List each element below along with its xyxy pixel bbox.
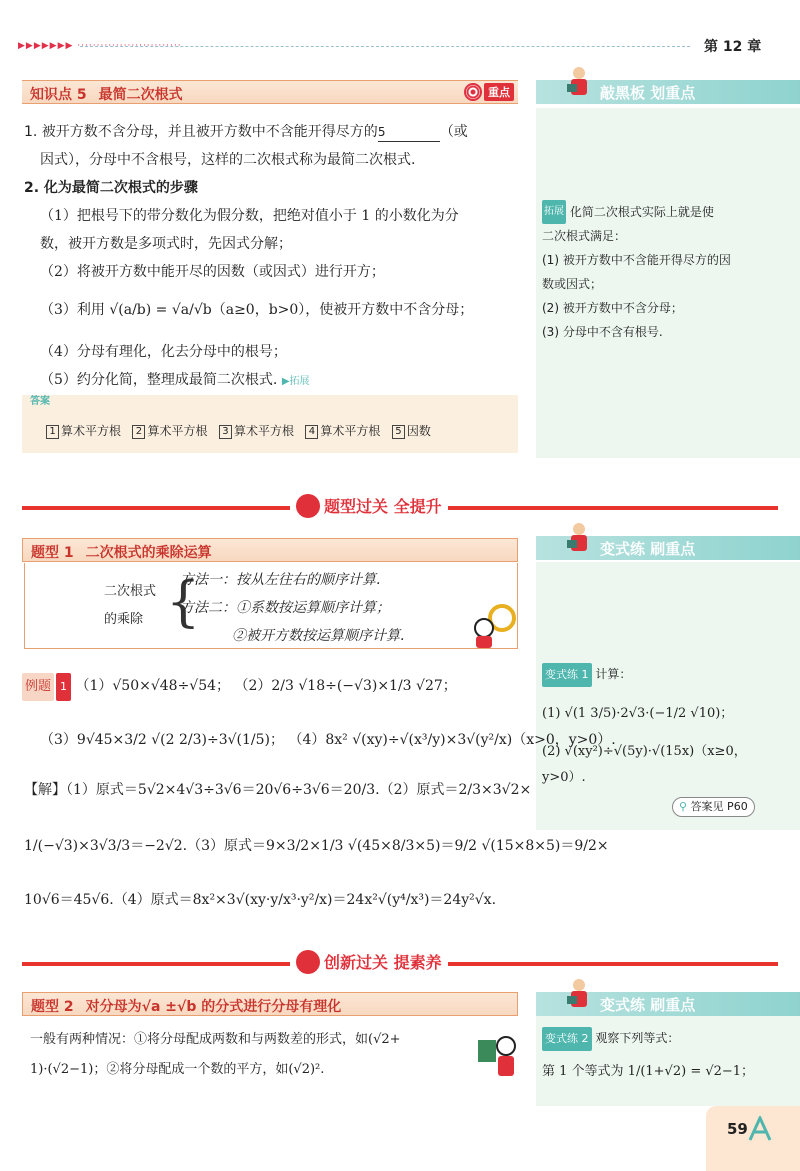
side1-line6: (3) 分母中不含有根号. xyxy=(542,325,663,339)
answer-reference[interactable] xyxy=(672,797,755,817)
kp5-step2: （2）将被开方数中能开尽的因数（或因式）进行开方； xyxy=(40,264,385,280)
key-point-badge: 重点 xyxy=(484,83,514,101)
kp5-line1-text: 1. 被开方数不含分母，并且被开方数中不含能开得尽方的 xyxy=(24,124,378,140)
side3-lead xyxy=(542,1026,679,1051)
key-icon: ⚲ xyxy=(679,800,688,813)
type2-banner xyxy=(22,992,518,1016)
teacher-icon xyxy=(566,978,592,1010)
solution-line3: 10√6＝45√6.（4）原式＝8x²×3√(xy·y/x³·y²/x)＝24x²√(y⁴/x³)＝24y²√x. xyxy=(24,892,497,908)
target-arrow-icon xyxy=(296,494,320,518)
side2-lead xyxy=(542,662,631,687)
answer-num: 2 xyxy=(132,425,145,439)
kp5-step3: （3）利用 √(a/b) = √a/√b（a≥0，b>0），使被开方数中不含分母； xyxy=(40,302,474,318)
side3-lead-text: 观察下列等式： xyxy=(595,1031,680,1045)
magnifier-mascot-icon xyxy=(468,602,520,652)
section-title-1-text: 题型过关 全提升 xyxy=(324,497,442,516)
variant-chip-1: 变式练 1 xyxy=(542,663,592,687)
answer-reference-text: 答案见 P60 xyxy=(690,800,748,813)
answer-text: 因数 xyxy=(406,424,431,438)
answer-text: 算术平方根 xyxy=(147,424,208,438)
target-icon xyxy=(464,83,482,101)
tuozhan-chip: 拓展 xyxy=(542,200,566,224)
chapter-label: 第 12 章 xyxy=(704,36,761,56)
side2-lead-text: 计算： xyxy=(595,667,632,681)
kp5-step1a: （1）把根号下的带分数化为假分数，把绝对值小于 1 的小数化为分 xyxy=(40,208,459,224)
answer-text: 算术平方根 xyxy=(320,424,381,438)
section-title-2-text: 创新过关 提素养 xyxy=(324,953,442,972)
side1-line2: 二次根式满足： xyxy=(542,229,627,243)
teacher-icon xyxy=(566,522,592,554)
answer-label: 答案 xyxy=(30,396,50,407)
example-num: 1 xyxy=(56,673,71,701)
kp5-line2: 因式），分母中不含根号，这样的二次根式称为最简二次根式. xyxy=(40,152,416,168)
method-left-1: 二次根式 xyxy=(104,584,157,599)
method-3: ②被开方数按运算顺序计算. xyxy=(232,628,405,644)
method-1: 方法一：按从左往右的顺序计算. xyxy=(180,572,381,588)
method-left-2: 的乘除 xyxy=(104,612,144,627)
type2-line2: 1)·(√2−1)；②将分母配成一个数的平方，如(√2)². xyxy=(30,1062,325,1077)
side2-q3: y>0）. xyxy=(542,770,586,785)
type1-title: 二次根式的乘除运算 xyxy=(85,545,212,561)
kp5-tag: 知识点 5 xyxy=(30,87,87,103)
tuozhan-link[interactable]: ▶拓展 xyxy=(281,376,310,387)
type2-title: 对分母为√a ±√b 的分式进行分母有理化 xyxy=(85,999,342,1015)
kp5-step5-text: （5）约分化简，整理成最简二次根式. xyxy=(40,372,278,388)
answer-num: 5 xyxy=(392,425,405,439)
method-2: 方法二：①系数按运算顺序计算； xyxy=(180,600,390,616)
chart-rise-icon xyxy=(296,950,320,974)
example1-q2: （3）9√45×3/2 √(2 2/3)÷3√(1/5)； （4）8x² √(xy)÷√(x³/y)×3√(y²/x)（x>0，y>0）. xyxy=(40,732,616,748)
brace: { xyxy=(166,570,201,633)
reading-mascot-icon xyxy=(474,1030,522,1082)
side1-line3: (1) 被开方数中不含能开得尽方的因 xyxy=(542,253,731,267)
section-title-1 xyxy=(290,494,448,518)
side2-q2: (2) √(xy²)÷√(5y)·√(15x)（x≥0， xyxy=(542,744,747,759)
example1-q1-text: （1）√50×√48÷√54； （2）2/3 √18÷(−√3)×1/3 √27； xyxy=(75,678,457,694)
kp5-step-heading: 2. 化为最简二次根式的步骤 xyxy=(24,180,198,196)
answer-blank-5: 5 xyxy=(378,123,440,142)
kp5-step1b: 数，被开方数是多项式时，先因式分解； xyxy=(40,236,292,252)
side2-banner: 变式练 刷重点 xyxy=(536,536,800,560)
page-number: 59 xyxy=(727,1120,748,1138)
type1-tag: 题型 1 xyxy=(31,545,74,561)
solution-line1: 【解】（1）原式＝5√2×4√3÷3√6＝20√6÷3√6＝20/3.（2）原式＝2/3×3√2× xyxy=(24,782,532,798)
kp5-step5 xyxy=(40,366,310,396)
answer-text: 算术平方根 xyxy=(233,424,294,438)
answer-num: 3 xyxy=(219,425,232,439)
answer-list xyxy=(46,420,431,442)
example1-q1 xyxy=(22,672,457,701)
side3-line1: 第 1 个等式为 1/(1+√2) = √2−1； xyxy=(542,1064,755,1079)
answer-num: 1 xyxy=(46,425,59,439)
type1-banner xyxy=(22,538,518,562)
side1-line1 xyxy=(542,200,714,224)
teacher-icon xyxy=(566,66,592,98)
kp5-step4: （4）分母有理化，化去分母中的根号； xyxy=(40,344,287,360)
example-label: 例题 xyxy=(22,673,54,701)
solution-line2: 1/(−√3)×3√3/3＝−2√2.（3）原式＝9×3/2×1/3 √(45×8/3×5)＝9/2 √(15×8×5)＝9/2× xyxy=(24,838,609,854)
side3-banner: 变式练 刷重点 xyxy=(536,992,800,1016)
answer-text: 算术平方根 xyxy=(61,424,122,438)
variant-chip-2: 变式练 2 xyxy=(542,1027,592,1051)
side2-q1: (1) √(1 3/5)·2√3·(−1/2 √10)； xyxy=(542,706,734,721)
kp5-line1 xyxy=(24,118,468,146)
type2-line1: 一般有两种情况：①将分母配成两数和与两数差的形式，如(√2+ xyxy=(30,1032,401,1047)
type2-tag: 题型 2 xyxy=(31,999,74,1015)
answer-num: 4 xyxy=(305,425,318,439)
kp5-banner xyxy=(22,80,518,104)
kp5-title: 最简二次根式 xyxy=(98,87,183,103)
letter-a-logo-icon xyxy=(748,1116,772,1142)
side1-line1-text: 化简二次根式实际上就是使 xyxy=(569,205,714,219)
header-dots: ▶▶▶▶▶▶▶ ··························· xyxy=(18,41,182,51)
side1-line5: (2) 被开方数中不含分母； xyxy=(542,301,683,315)
side1-banner: 敲黑板 划重点 xyxy=(536,80,800,104)
side1-line4: 数或因式； xyxy=(542,277,603,291)
section-title-2 xyxy=(290,950,448,974)
kp5-line1-end: （或 xyxy=(439,124,468,140)
header-rule xyxy=(80,46,690,47)
